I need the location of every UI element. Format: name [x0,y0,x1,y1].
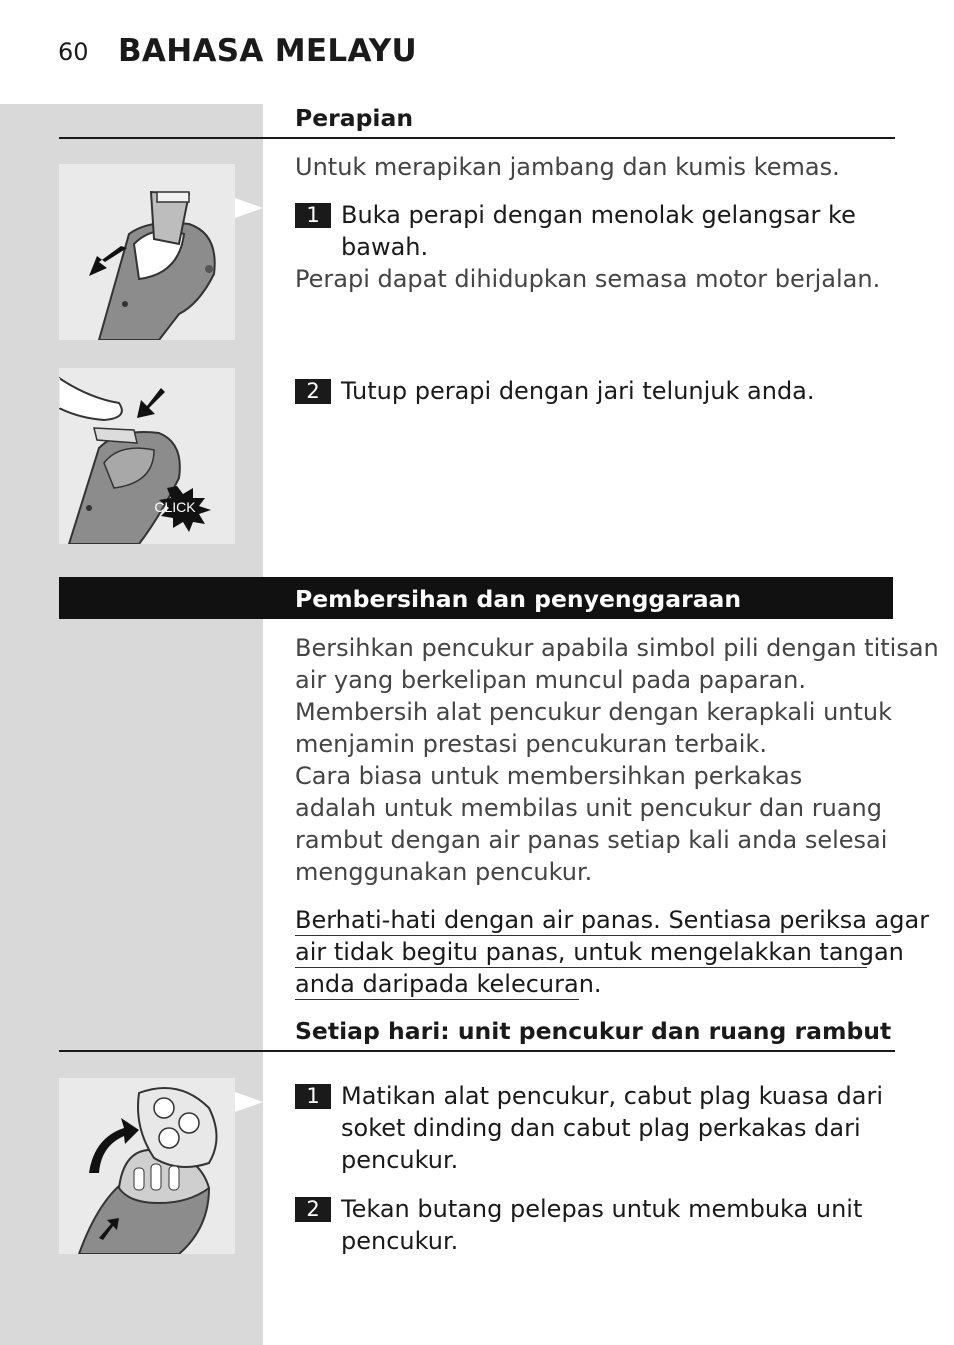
callout-pointer [235,198,263,218]
section-rule [59,137,895,139]
page-number: 60 [58,38,89,66]
step-text-line: Buka perapi dengan menolak gelangsar ke [341,201,856,229]
cleaning-paragraph-line: Cara biasa untuk membersihkan perkakas [295,762,803,790]
step-text-line: Tutup perapi dengan jari telunjuk anda. [341,377,815,405]
step-text-line: pencukur. [341,1227,459,1255]
trimmer-close-illustration [59,368,235,544]
step-number: 1 [295,203,331,228]
cleaning-paragraph-line: adalah untuk membilas unit pencukur dan ruang [295,794,882,822]
section-heading-daily: Setiap hari: unit pencukur dan ruang rambut [295,1017,892,1045]
cleaning-paragraph-line: rambut dengan air panas setiap kali anda selesai [295,826,888,854]
click-label: CLICK [154,499,196,515]
section-heading-trimmer: Perapian [295,104,414,132]
callout-pointer [235,1092,263,1112]
trimmer-intro: Untuk merapikan jambang dan kumis kemas. [295,153,840,181]
trimmer-note: Perapi dapat dihidupkan semasa motor berjalan. [295,265,881,293]
cleaning-paragraph-line: menggunakan pencukur. [295,858,593,886]
step-number: 1 [295,1084,331,1109]
step-text-line: pencukur. [341,1146,459,1174]
step-number: 2 [295,1197,331,1222]
section-rule [59,1050,895,1052]
trimmer-open-illustration [59,164,235,340]
step-text-line: bawah. [341,233,429,261]
step-number: 2 [295,379,331,404]
step-text-line: Matikan alat pencukur, cabut plag kuasa dari [341,1082,884,1110]
step-text-line: Tekan butang pelepas untuk membuka unit [341,1195,863,1223]
cleaning-paragraph-line: Membersih alat pencukur dengan kerapkali untuk [295,698,893,726]
hot-water-warning [295,904,930,1000]
warning-line: anda daripada kelecuran. [295,970,602,998]
shaving-unit-open-illustration [59,1078,235,1254]
warning-line: Berhati-hati dengan air panas. Sentiasa periksa agar [295,906,930,934]
warning-line: air tidak begitu panas, untuk mengelakkan tangan [295,938,904,966]
cleaning-paragraph-line: Bersihkan pencukur apabila simbol pili dengan titisan [295,634,939,662]
page-title: BAHASA MELAYU [118,33,417,69]
cleaning-paragraph-line: menjamin prestasi pencukuran terbaik. [295,730,767,758]
section-heading-cleaning: Pembersihan dan penyenggaraan [295,585,742,613]
cleaning-paragraph-line: air yang berkelipan muncul pada paparan. [295,666,806,694]
step-text-line: soket dinding dan cabut plag perkakas dari [341,1114,861,1142]
section-heading-band [59,577,893,619]
